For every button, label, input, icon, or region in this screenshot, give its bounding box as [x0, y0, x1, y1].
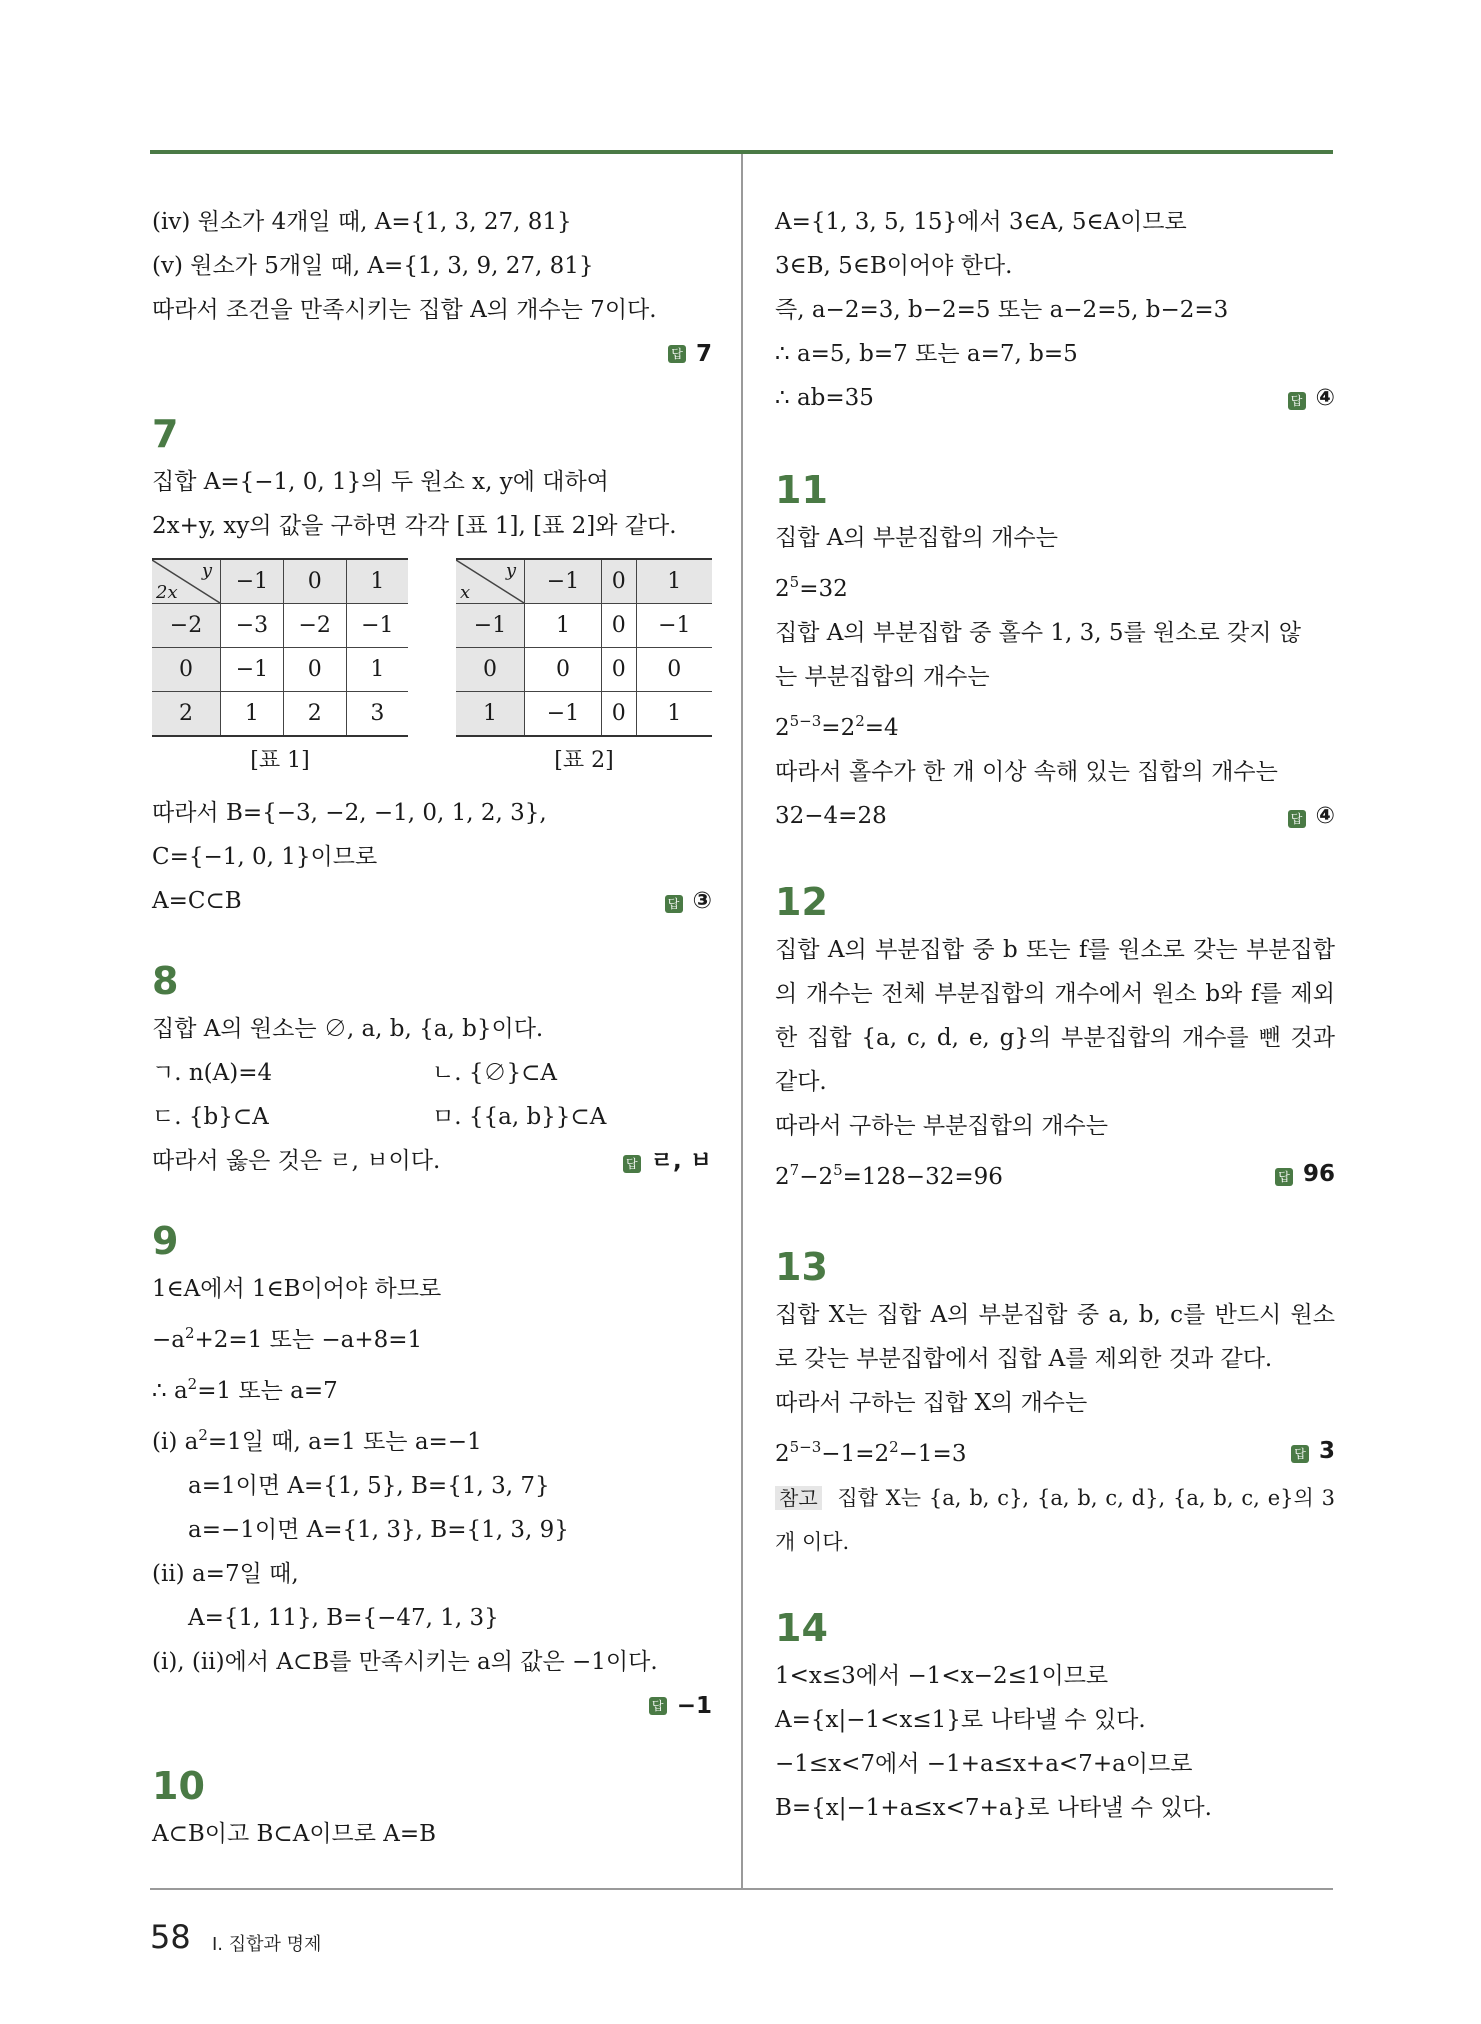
- answer-line: [775, 794, 1335, 838]
- text-line: a=1이면 A={1, 5}, B={1, 3, 7}: [188, 1473, 550, 1499]
- text-line: [775, 560, 1335, 611]
- answer-badge-icon: 답: [1288, 810, 1306, 828]
- text-line: ∴ a=5, b=7 또는 a=7, b=5: [775, 341, 1078, 367]
- table-cell: 0: [602, 648, 637, 692]
- question-number: 7: [152, 412, 179, 456]
- header-cell: −1: [525, 559, 602, 604]
- text-line: a=−1이면 A={1, 3}, B={1, 3, 9}: [188, 1517, 569, 1543]
- answer-value: 96: [1302, 1160, 1335, 1187]
- text-part: −2: [799, 1164, 834, 1190]
- text-line: [152, 1362, 712, 1413]
- text-line: 즉, a−2=3, b−2=5 또는 a−2=5, b−2=3: [775, 297, 1229, 323]
- text-paragraph: 집합 A의 부분집합 중 b 또는 f를 원소로 갖는 부분집합의 개수는 전체 부분집합의 개수에서 원소 b와 f를 제외한 집합 {a, c, d, e, g}의 부분집합의 개수를 뺀 것과 같다.: [775, 937, 1335, 1095]
- superscript: 5−3: [789, 1438, 822, 1456]
- table-cell: −1: [346, 604, 408, 648]
- q10-continuation: [775, 200, 1335, 420]
- superscript: 7: [789, 1161, 800, 1179]
- question-14: [775, 1604, 1335, 1830]
- table-cell: 1: [221, 692, 284, 737]
- question-number: 11: [775, 468, 828, 512]
- superscript: 2: [198, 1426, 208, 1444]
- text-line: A=C⊂B: [152, 888, 242, 914]
- text-part: =2: [821, 715, 856, 741]
- text-part: −a: [152, 1327, 185, 1353]
- table-row: [152, 648, 408, 692]
- row-head-cell: 0: [456, 648, 525, 692]
- text-part: 2: [775, 1164, 790, 1190]
- question-10: [152, 1762, 712, 1856]
- bottom-rule: [150, 1888, 1333, 1890]
- text-part: ∴ a: [152, 1378, 188, 1404]
- options-row: [152, 1051, 712, 1095]
- table-row: [152, 604, 408, 648]
- superscript: 5−3: [789, 712, 822, 730]
- answer-value: 3: [1318, 1437, 1335, 1464]
- question-number: 14: [775, 1606, 828, 1650]
- table-cell: 3: [346, 692, 408, 737]
- text-line: 1∈A에서 1∈B이어야 하므로: [152, 1276, 442, 1302]
- text-part: −1=3: [898, 1441, 967, 1467]
- answer-line: [152, 1684, 712, 1728]
- question-number: 8: [152, 959, 179, 1003]
- text-line: A={1, 11}, B={−47, 1, 3}: [188, 1605, 499, 1631]
- q6-continuation: [152, 200, 712, 376]
- question-7: [152, 410, 712, 923]
- question-number: 10: [152, 1764, 205, 1808]
- text-line: 집합 A={−1, 0, 1}의 두 원소 x, y에 대하여: [152, 469, 609, 495]
- answer-line: [152, 1139, 712, 1183]
- answer-value: −1: [676, 1693, 712, 1719]
- answer-badge-icon: 답: [665, 895, 683, 913]
- question-13: [775, 1243, 1335, 1564]
- corner-label-top: y: [201, 560, 212, 581]
- answer-line: [775, 1148, 1335, 1199]
- superscript: 5: [789, 573, 800, 591]
- answer-badge-icon: 답: [623, 1155, 641, 1173]
- text-line: [775, 1148, 1003, 1199]
- text-paragraph: 집합 X는 집합 A의 부분집합 중 a, b, c를 반드시 원소로 갖는 부분집합에서 집합 A를 제외한 것과 같다.: [775, 1302, 1335, 1372]
- text-line: 2x+y, xy의 값을 구하면 각각 [표 1], [표 2]와 같다.: [152, 513, 677, 539]
- text-line: 따라서 조건을 만족시키는 집합 A의 개수는 7이다.: [152, 297, 657, 323]
- superscript: 2: [889, 1438, 899, 1456]
- option-item: ㅁ. {{a, b}}⊂A: [432, 1104, 607, 1130]
- tables-row: [152, 558, 712, 781]
- text-part: =4: [864, 715, 899, 741]
- header-cell: 1: [346, 559, 408, 604]
- text-line: 따라서 옳은 것은 ㄹ, ㅂ이다.: [152, 1148, 441, 1174]
- left-column: [152, 200, 712, 1856]
- text-line: A={1, 3, 5, 15}에서 3∈A, 5∈A이므로: [775, 209, 1187, 235]
- question-9: [152, 1217, 712, 1728]
- text-line: (ii) a=7일 때,: [152, 1561, 299, 1587]
- math-table: [456, 558, 712, 737]
- corner-label-top: y: [505, 560, 516, 581]
- superscript: 2: [855, 712, 865, 730]
- text-line: A={x|−1<x≤1}로 나타낼 수 있다.: [775, 1707, 1146, 1733]
- row-head-cell: 0: [152, 648, 221, 692]
- text-part: +2=1 또는 −a+8=1: [194, 1327, 423, 1353]
- text-line: (iv) 원소가 4개일 때, A={1, 3, 27, 81}: [152, 209, 572, 235]
- answer-badge-icon: 답: [1288, 392, 1306, 410]
- text-line: 따라서 구하는 집합 X의 개수는: [775, 1390, 1088, 1416]
- answer-badge-icon: 답: [649, 1697, 667, 1715]
- text-part: =1일 때, a=1 또는 a=−1: [207, 1429, 482, 1455]
- superscript: 2: [184, 1324, 195, 1342]
- column-divider: [741, 154, 743, 1890]
- table-cell: 1: [346, 648, 408, 692]
- table-cell: 0: [283, 648, 346, 692]
- text-line: (i), (ii)에서 A⊂B를 만족시키는 a의 값은 −1이다.: [152, 1649, 658, 1675]
- row-head-cell: 2: [152, 692, 221, 737]
- answer-badge-icon: 답: [1291, 1445, 1309, 1463]
- superscript: 2: [187, 1375, 198, 1393]
- note-tag: 참고: [775, 1486, 822, 1510]
- table-cell: −1: [636, 604, 712, 648]
- text-line: 따라서 B={−3, −2, −1, 0, 1, 2, 3},: [152, 800, 547, 826]
- text-part: −1=2: [821, 1441, 890, 1467]
- header-cell: −1: [221, 559, 284, 604]
- page-number: 58: [150, 1918, 191, 1956]
- table-row: [456, 692, 712, 737]
- header-cell: 0: [283, 559, 346, 604]
- answer-value: ③: [692, 888, 712, 914]
- table-cell: −3: [221, 604, 284, 648]
- answer-badge-icon: 답: [1275, 1168, 1293, 1186]
- text-part: 2: [775, 715, 790, 741]
- text-line: 집합 A의 부분집합의 개수는: [775, 525, 1058, 551]
- table-corner: [456, 559, 525, 604]
- option-item: ㄷ. {b}⊂A: [152, 1104, 269, 1130]
- text-line: [775, 699, 1335, 750]
- answer-line: [775, 376, 1335, 420]
- text-line: (v) 원소가 5개일 때, A={1, 3, 9, 27, 81}: [152, 253, 594, 279]
- text-line: [775, 1425, 966, 1476]
- option-item: ㄴ. {∅}⊂A: [432, 1060, 557, 1086]
- superscript: 5: [833, 1161, 843, 1179]
- text-line: A⊂B이고 B⊂A이므로 A=B: [152, 1821, 437, 1847]
- text-line: 는 부분집합의 개수는: [775, 664, 990, 690]
- options-row: [152, 1095, 712, 1139]
- text-line: 3∈B, 5∈B이어야 한다.: [775, 253, 1013, 279]
- table-cell: 0: [636, 648, 712, 692]
- question-11: [775, 466, 1335, 838]
- table-row: [456, 604, 712, 648]
- table-cell: 0: [525, 648, 602, 692]
- table-corner: [152, 559, 221, 604]
- table-cell: 0: [602, 692, 637, 737]
- answer-value: ㄹ, ㅂ: [650, 1148, 712, 1174]
- table-cell: 1: [636, 692, 712, 737]
- note-text: 집합 X는 {a, b, c}, {a, b, c, d}, {a, b, c, e}의 3개 이다.: [775, 1486, 1335, 1554]
- answer-value: ④: [1315, 385, 1335, 411]
- text-part: =32: [799, 576, 848, 602]
- text-line: −1≤x<7에서 −1+a≤x+a<7+a이므로: [775, 1751, 1193, 1777]
- table-2: [456, 558, 712, 781]
- text-part: 2: [775, 1441, 790, 1467]
- corner-label-bottom: x: [460, 582, 471, 603]
- row-head-cell: 1: [456, 692, 525, 737]
- text-line: 따라서 홀수가 한 개 이상 속해 있는 집합의 개수는: [775, 759, 1278, 785]
- text-part: =128−32=96: [842, 1164, 1003, 1190]
- text-line: 따라서 구하는 부분집합의 개수는: [775, 1113, 1108, 1139]
- table-cell: 2: [283, 692, 346, 737]
- table-1: [152, 558, 408, 781]
- text-line: [152, 1413, 712, 1464]
- corner-label-bottom: 2x: [156, 582, 178, 603]
- option-item: ㄱ. n(A)=4: [152, 1060, 273, 1086]
- table-row: [152, 692, 408, 737]
- chapter-title: Ⅰ. 집합과 명제: [212, 1934, 322, 1955]
- text-line: [152, 1311, 712, 1362]
- text-line: C={−1, 0, 1}이므로: [152, 844, 378, 870]
- question-number: 12: [775, 880, 828, 924]
- answer-value: 7: [695, 341, 712, 367]
- table-cell: −2: [283, 604, 346, 648]
- text-line: 집합 A의 원소는 ∅, a, b, {a, b}이다.: [152, 1016, 544, 1042]
- text-line: ∴ ab=35: [775, 385, 874, 411]
- question-12: [775, 878, 1335, 1199]
- right-column: [775, 200, 1335, 1830]
- text-line: 32−4=28: [775, 803, 887, 829]
- row-head-cell: −1: [456, 604, 525, 648]
- text-line: 집합 A의 부분집합 중 홀수 1, 3, 5를 원소로 갖지 않: [775, 620, 1301, 646]
- text-part: =1 또는 a=7: [197, 1378, 338, 1404]
- note: [775, 1476, 1335, 1564]
- answer-badge-icon: 답: [668, 345, 686, 363]
- table-cell: 1: [525, 604, 602, 648]
- row-head-cell: −2: [152, 604, 221, 648]
- header-cell: 0: [602, 559, 637, 604]
- question-8: [152, 957, 712, 1183]
- question-number: 9: [152, 1219, 179, 1263]
- answer-line: [152, 332, 712, 376]
- text-part: 2: [775, 576, 790, 602]
- math-table: [152, 558, 408, 737]
- answer-value: ④: [1315, 803, 1335, 829]
- text-part: (i) a: [152, 1429, 199, 1455]
- answer-line: [152, 879, 712, 923]
- table-cell: 0: [602, 604, 637, 648]
- header-cell: 1: [636, 559, 712, 604]
- table-cell: −1: [525, 692, 602, 737]
- question-number: 13: [775, 1245, 828, 1289]
- answer-line: [775, 1425, 1335, 1476]
- table-caption: [표 1]: [250, 748, 310, 773]
- table-caption: [표 2]: [554, 748, 614, 773]
- table-row: [456, 648, 712, 692]
- text-line: 1<x≤3에서 −1<x−2≤1이므로: [775, 1663, 1109, 1689]
- text-line: B={x|−1+a≤x<7+a}로 나타낼 수 있다.: [775, 1795, 1212, 1821]
- table-cell: −1: [221, 648, 284, 692]
